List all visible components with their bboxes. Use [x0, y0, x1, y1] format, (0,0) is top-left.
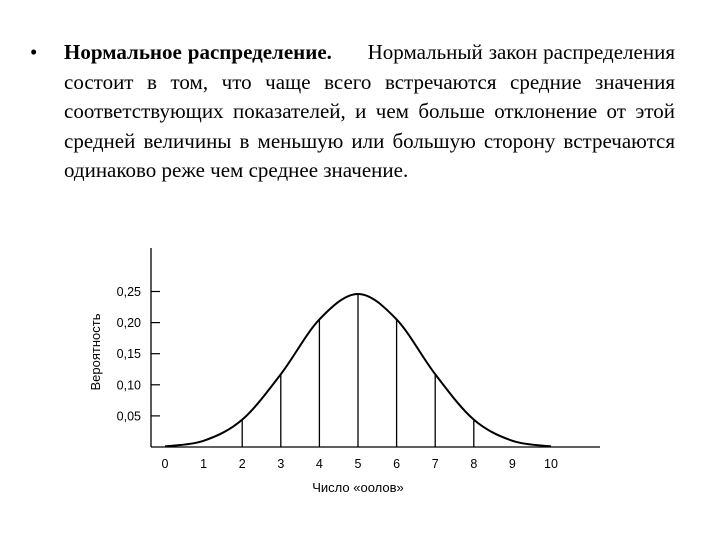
y-tick-label: 0,20 — [116, 316, 141, 331]
x-tick-label: 7 — [431, 457, 439, 471]
x-tick-label: 0 — [161, 457, 169, 471]
x-axis-label: Число «оолов» — [312, 480, 404, 495]
y-axis-label: Вероятность — [88, 313, 103, 391]
x-tick-label: 2 — [238, 457, 246, 471]
x-ticks — [162, 457, 558, 471]
x-tick-label: 4 — [315, 457, 323, 471]
x-tick-label: 5 — [354, 457, 362, 471]
bullet-marker: • — [30, 40, 38, 64]
y-tick-label: 0,05 — [116, 409, 141, 424]
x-tick-label: 9 — [508, 457, 516, 471]
x-tick-label: 3 — [277, 457, 285, 471]
y-ticks — [117, 285, 160, 423]
vertical-lines — [242, 294, 474, 447]
x-tick-label: 6 — [393, 457, 401, 471]
y-tick-label: 0,25 — [116, 285, 141, 299]
y-tick-label: 0,10 — [116, 378, 141, 393]
x-tick-label: 10 — [544, 457, 558, 471]
term-heading: Нормальное распределение. — [64, 40, 332, 64]
x-tick-label: 8 — [470, 457, 478, 471]
definition-text: Нормальный закон распределения состоит в том, что чаще всего встречаются средние значения соответствующих показателей, и чем больше отклонение от этой средней величины в меньшую или большую сторону встречаются одинаково реже чем среднее значение. — [64, 40, 675, 182]
x-tick-label: 1 — [200, 457, 208, 471]
y-tick-label: 0,15 — [116, 347, 141, 362]
